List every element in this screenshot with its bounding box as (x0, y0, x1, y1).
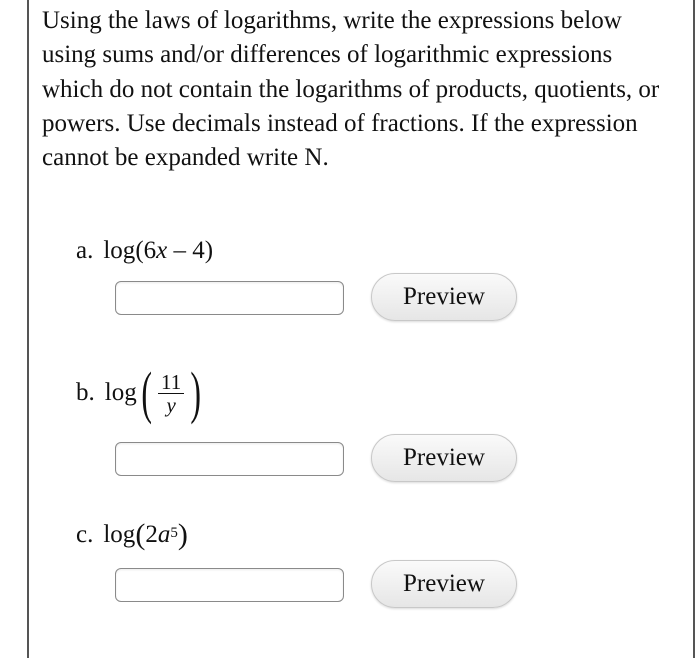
close-paren: ) (177, 518, 188, 551)
log-function: log (103, 237, 136, 264)
problem-a-expression (103, 236, 213, 266)
preview-button-a[interactable]: Preview (371, 273, 517, 321)
variable: x (156, 237, 168, 264)
preview-button-c[interactable]: Preview (371, 560, 517, 608)
preview-button-b[interactable]: Preview (371, 434, 517, 482)
instructions-text: Using the laws of logarithms, write the expressions below using sums and/or differences of logarithmic expressions which do not contain the logarithms of products, quotients, or powers. Use decimals instead of fractions. If the expression cannot be expanded write N. (42, 7, 660, 172)
log-function: log (104, 379, 137, 406)
problem-a-label (76, 236, 213, 266)
answer-input-c[interactable] (115, 568, 344, 602)
problem-b-label (76, 362, 206, 424)
answer-input-b[interactable] (115, 442, 344, 476)
close-paren: ) (204, 237, 214, 264)
fraction (158, 371, 184, 416)
problem-c-label (76, 520, 188, 550)
problem-letter: b. (76, 379, 95, 406)
open-paren: ( (141, 360, 152, 425)
numerator: 11 (158, 371, 184, 394)
operator: – (167, 237, 193, 264)
answer-input-a[interactable] (115, 281, 344, 315)
problem-letter: c. (76, 521, 94, 548)
constant: 4 (192, 237, 205, 264)
problem-letter: a. (76, 237, 94, 264)
denominator: y (166, 392, 176, 417)
problem-c-expression (103, 520, 187, 550)
open-paren: ( (135, 518, 146, 551)
open-paren: ( (135, 237, 144, 264)
exponent: 5 (170, 525, 178, 541)
close-paren: ) (190, 360, 202, 425)
coefficient: 6 (143, 237, 157, 264)
log-function: log (103, 521, 136, 548)
coefficient: 2 (145, 521, 158, 548)
variable: a (157, 521, 171, 548)
problem-b-expression (104, 360, 206, 425)
